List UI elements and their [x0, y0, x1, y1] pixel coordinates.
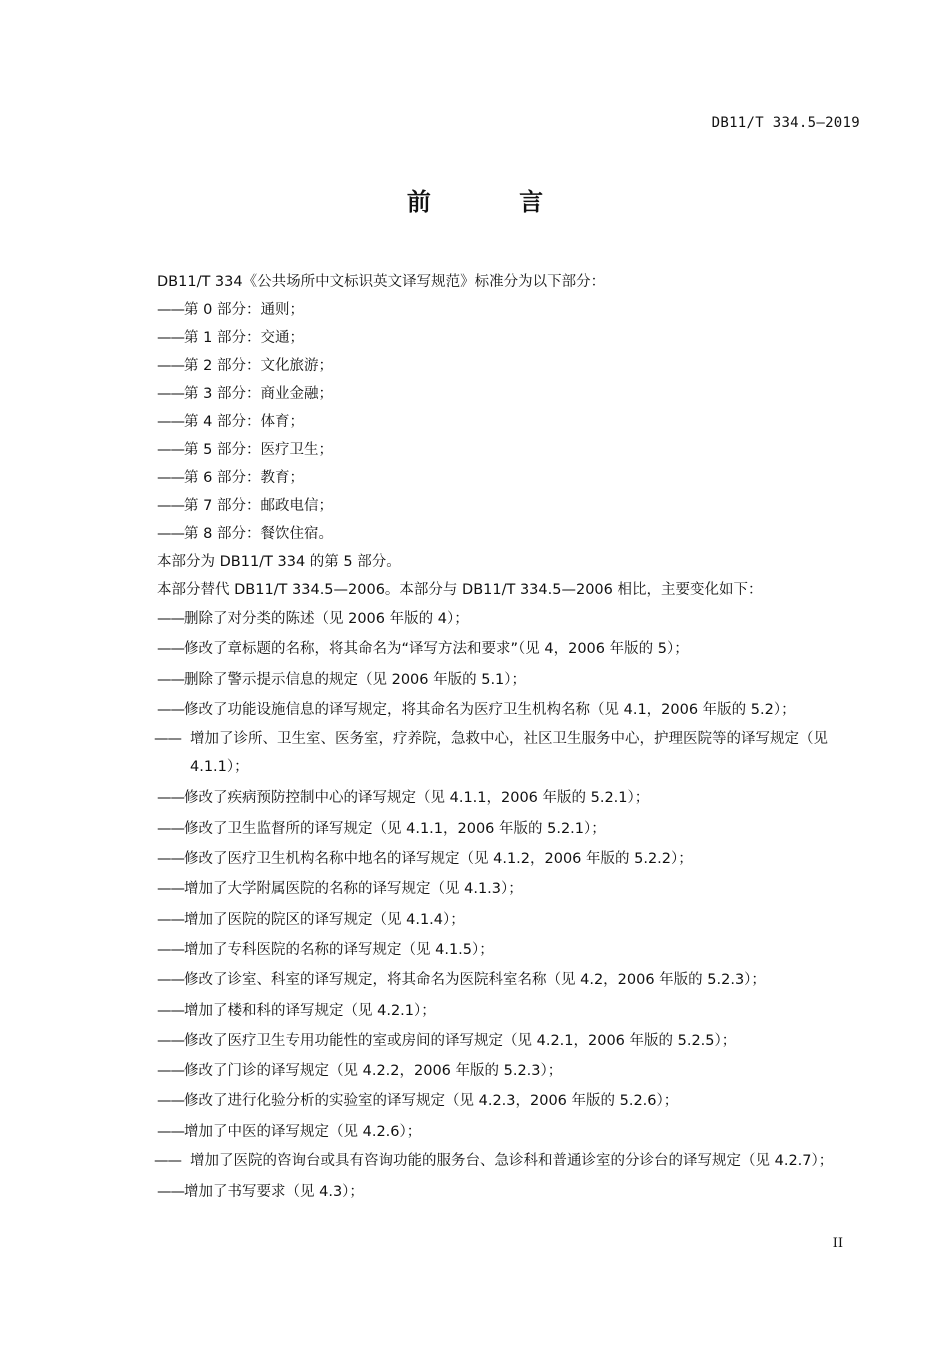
- list-item-text: 增加了医院的院区的译写规定（见 4.1.4）；: [184, 911, 465, 928]
- em-dash: ——: [157, 641, 184, 658]
- list-item: [157, 1177, 862, 1207]
- list-item: [157, 1056, 862, 1086]
- list-item: [157, 935, 862, 965]
- list-item-text: 增加了医院的咨询台或具有咨询功能的服务台、急诊科和普通诊室的分诊台的译写规定（见 4.2.7）；: [190, 1153, 834, 1170]
- page-title: 前 言: [406, 188, 584, 216]
- list-item-text: 增加了专科医院的名称的译写规定（见 4.1.5）；: [184, 941, 494, 958]
- list-item: [154, 725, 862, 781]
- list-item-text: 第 4 部分：体育；: [184, 414, 304, 430]
- em-dash: ——: [157, 386, 184, 402]
- list-item: [157, 324, 862, 352]
- list-item-text: 修改了医疗卫生专用功能性的室或房间的译写规定（见 4.2.1，2006 年版的 5.2.5）；: [184, 1032, 737, 1049]
- list-item: [157, 436, 862, 464]
- em-dash: ——: [157, 1063, 184, 1080]
- list-item-text: 增加了中医的译写规定（见 4.2.6）；: [184, 1123, 422, 1140]
- em-dash: ——: [157, 790, 184, 807]
- em-dash: ——: [157, 820, 184, 837]
- em-dash: ——: [157, 1093, 184, 1110]
- list-item-text: 修改了门诊的译写规定（见 4.2.2，2006 年版的 5.2.3）；: [184, 1063, 563, 1080]
- list-item: [154, 1147, 862, 1175]
- list-item-text: 修改了章标题的名称，将其命名为“译写方法和要求”（见 4，2006 年版的 5）；: [184, 641, 689, 658]
- list-item: [157, 905, 862, 935]
- em-dash: ——: [157, 498, 184, 514]
- list-item-text: 删除了对分类的陈述（见 2006 年版的 4）；: [184, 611, 469, 627]
- list-item: [157, 874, 862, 904]
- em-dash: ——: [157, 851, 184, 868]
- em-dash: ——: [157, 611, 184, 627]
- em-dash: ——: [157, 1002, 184, 1019]
- list-item: [157, 844, 862, 874]
- em-dash: ——: [157, 1184, 184, 1201]
- list-item-text: 增加了大学附属医院的名称的译写规定（见 4.1.3）；: [184, 881, 523, 898]
- list-item: [157, 695, 862, 725]
- this-part-paragraph: 本部分为 DB11/T 334 的第 5 部分。: [157, 554, 401, 570]
- list-item-text: 增加了诊所、卫生室、医务室，疗养院，急救中心，社区卫生服务中心，护理医院等的译写规定（见 4.1.1）；: [190, 731, 828, 776]
- list-item-text: 修改了进行化验分析的实验室的译写规定（见 4.2.3，2006 年版的 5.2.6）；: [184, 1093, 679, 1110]
- list-item: [157, 492, 862, 520]
- list-item-text: 修改了疾病预防控制中心的译写规定（见 4.1.1，2006 年版的 5.2.1）；: [184, 790, 650, 807]
- list-item-text: 第 6 部分：教育；: [184, 470, 304, 486]
- list-item-text: 增加了书写要求（见 4.3）；: [184, 1184, 364, 1201]
- parts-list: [157, 296, 862, 548]
- em-dash: ——: [154, 1153, 181, 1170]
- em-dash: ——: [157, 1032, 184, 1049]
- list-item-text: 第 1 部分：交通；: [184, 330, 304, 346]
- standard-code: DB11/T 334.5—2019: [711, 115, 860, 131]
- list-item-text: 第 5 部分：医疗卫生；: [184, 442, 333, 458]
- list-item: [157, 1117, 862, 1147]
- em-dash: ——: [157, 302, 184, 318]
- list-item: [157, 783, 862, 813]
- list-item-text: 第 2 部分：文化旅游；: [184, 358, 333, 374]
- em-dash: ——: [157, 330, 184, 346]
- list-item-text: 修改了诊室、科室的译写规定，将其命名为医院科室名称（见 4.2，2006 年版的 5.2.3）；: [184, 972, 766, 989]
- em-dash: ——: [157, 911, 184, 928]
- em-dash: ——: [157, 358, 184, 374]
- em-dash: ——: [157, 881, 184, 898]
- list-item: [157, 604, 862, 634]
- em-dash: ——: [157, 972, 184, 989]
- list-item: [157, 996, 862, 1026]
- list-item: [157, 352, 862, 380]
- em-dash: ——: [157, 442, 184, 458]
- replaces-paragraph: 本部分替代 DB11/T 334.5—2006。本部分与 DB11/T 334.5—2006 相比，主要变化如下：: [157, 582, 763, 598]
- page-number: II: [832, 1236, 843, 1251]
- em-dash: ——: [157, 701, 184, 718]
- list-item-text: 第 8 部分：餐饮住宿。: [184, 526, 333, 542]
- changes-list: [154, 604, 862, 1208]
- em-dash: ——: [157, 414, 184, 430]
- intro-paragraph: DB11/T 334《公共场所中文标识英文译写规范》标准分为以下部分：: [157, 274, 606, 290]
- em-dash: ——: [157, 941, 184, 958]
- em-dash: ——: [157, 470, 184, 486]
- list-item-text: 修改了功能设施信息的译写规定，将其命名为医疗卫生机构名称（见 4.1，2006 年版的 5.2）；: [184, 701, 796, 718]
- foreword-body: [154, 268, 862, 1208]
- list-item: [157, 965, 862, 995]
- list-item: [157, 464, 862, 492]
- list-item-text: 删除了警示提示信息的规定（见 2006 年版的 5.1）；: [184, 671, 527, 688]
- em-dash: ——: [157, 526, 184, 542]
- list-item-text: 第 7 部分：邮政电信；: [184, 498, 333, 514]
- list-item: [157, 634, 862, 664]
- list-item-text: 第 0 部分：通则；: [184, 302, 304, 318]
- list-item: [157, 814, 862, 844]
- list-item-text: 增加了楼和科的译写规定（见 4.2.1）；: [184, 1002, 436, 1019]
- list-item-text: 修改了医疗卫生机构名称中地名的译写规定（见 4.1.2，2006 年版的 5.2.2）；: [184, 851, 693, 868]
- list-item: [157, 408, 862, 436]
- list-item-text: 第 3 部分：商业金融；: [184, 386, 333, 402]
- list-item: [157, 1026, 862, 1056]
- em-dash: ——: [157, 1123, 184, 1140]
- list-item-text: 修改了卫生监督所的译写规定（见 4.1.1，2006 年版的 5.2.1）；: [184, 820, 606, 837]
- em-dash: ——: [154, 731, 181, 748]
- list-item: [157, 380, 862, 408]
- list-item: [157, 520, 862, 548]
- list-item: [157, 1086, 862, 1116]
- list-item: [157, 296, 862, 324]
- em-dash: ——: [157, 671, 184, 688]
- list-item: [157, 665, 862, 695]
